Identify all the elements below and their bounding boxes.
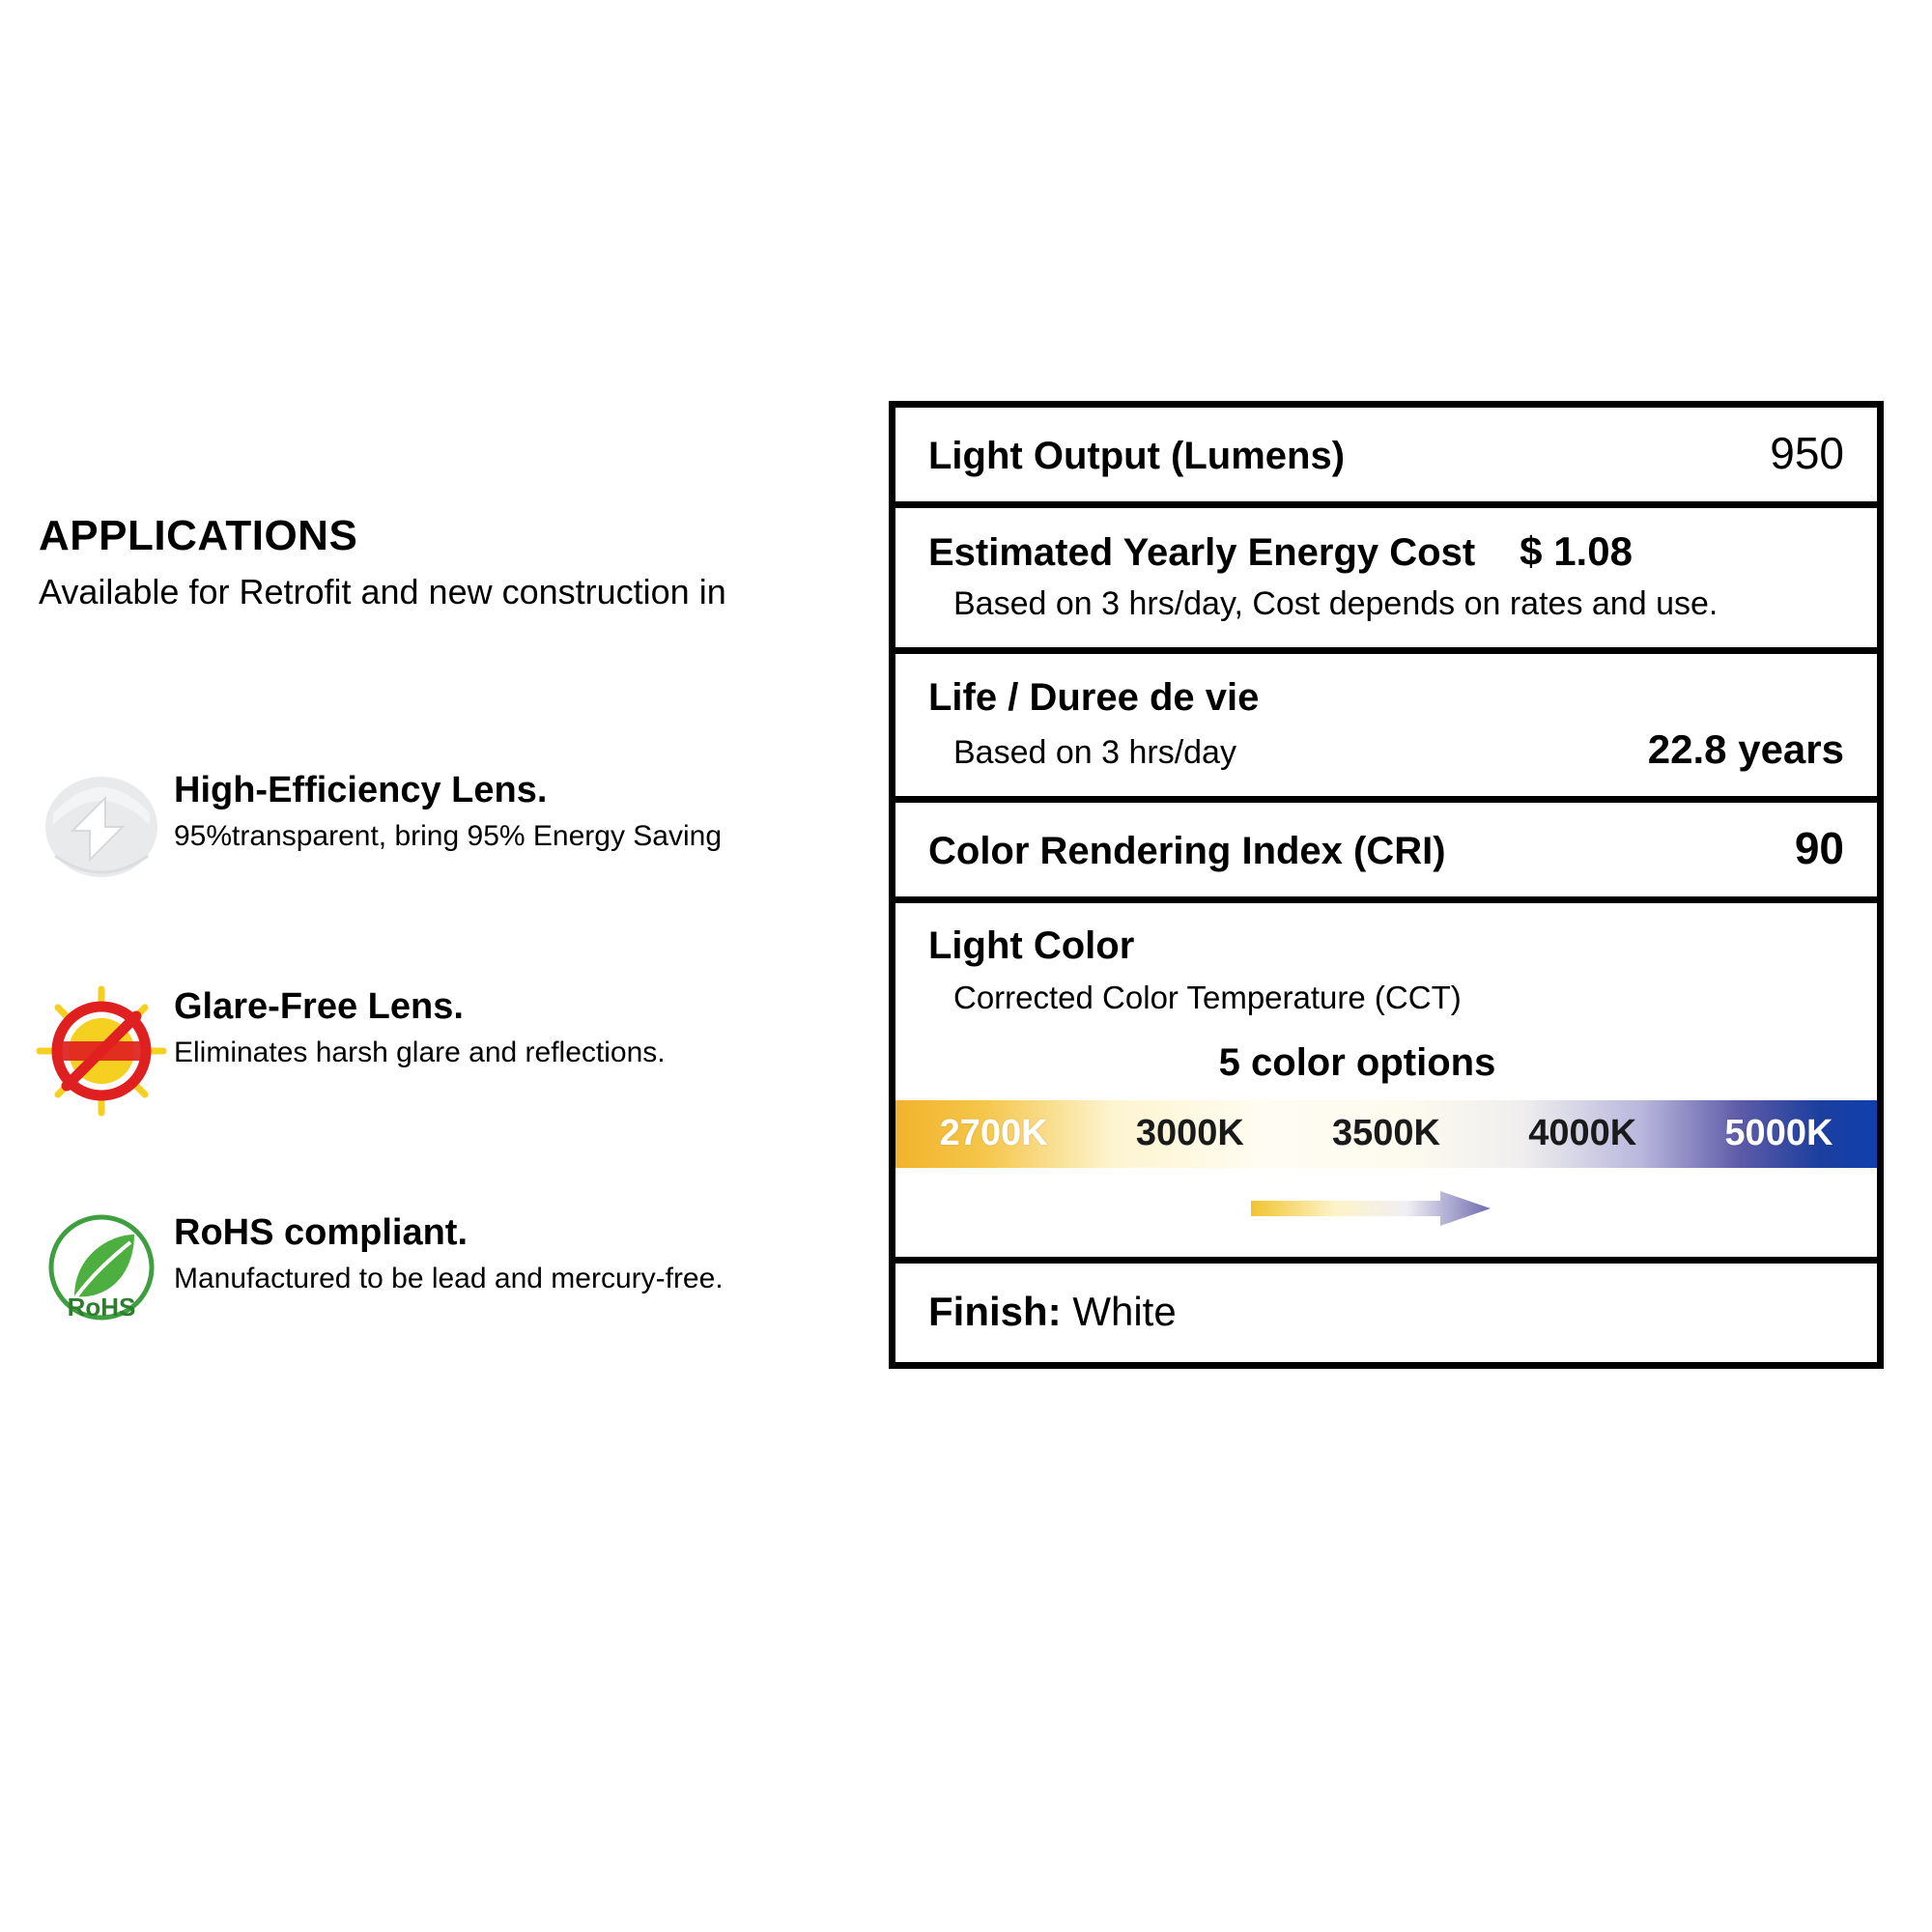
- feature-description: Manufactured to be lead and mercury-free.: [174, 1262, 724, 1294]
- cri-value: 90: [1794, 822, 1844, 873]
- light-output-value: 950: [1770, 428, 1844, 478]
- finish-label: Finish:: [928, 1288, 1062, 1334]
- color-options-label: 5 color options: [1218, 1040, 1496, 1084]
- cct-direction-arrow-icon: [928, 1189, 1844, 1228]
- table-row-light-color: [895, 903, 1877, 1264]
- table-row-energy-cost: [895, 508, 1877, 654]
- lighting-facts-table: [889, 401, 1884, 1369]
- svg-text:RoHS: RoHS: [67, 1293, 136, 1321]
- life-note: Based on 3 hrs/day: [953, 733, 1236, 771]
- life-label: Life / Duree de vie: [928, 675, 1260, 719]
- cct-option-3500k: 3500K: [1332, 1113, 1440, 1154]
- life-value: 22.8 years: [1647, 725, 1844, 772]
- cct-label: Corrected Color Temperature (CCT): [953, 979, 1462, 1015]
- energy-cost-label: Estimated Yearly Energy Cost: [928, 531, 1476, 574]
- feature-title: RoHS compliant.: [174, 1212, 469, 1253]
- table-row-life: [895, 654, 1877, 803]
- table-row-cri: [895, 803, 1877, 903]
- feature-description: Eliminates harsh glare and reflections.: [174, 1036, 666, 1068]
- cct-option-5000k: 5000K: [1724, 1113, 1833, 1154]
- energy-cost-note: Based on 3 hrs/day, Cost depends on rates and use.: [953, 585, 1719, 622]
- list-item: [29, 763, 840, 893]
- light-color-label: Light Color: [928, 923, 1135, 967]
- no-glare-sun-icon: [29, 980, 174, 1119]
- page-title: APPLICATIONS: [39, 512, 358, 559]
- cct-option-4000k: 4000K: [1528, 1113, 1637, 1154]
- cct-gradient-bar: [895, 1100, 1877, 1168]
- table-row-light-output: [895, 408, 1877, 508]
- table-row-finish: [895, 1264, 1877, 1362]
- list-item: [29, 1206, 840, 1335]
- feature-list: [29, 763, 840, 1422]
- finish-value: White: [1072, 1288, 1177, 1334]
- feature-title: Glare-Free Lens.: [174, 986, 464, 1027]
- feature-title: High-Efficiency Lens.: [174, 770, 548, 810]
- applications-section: [39, 512, 831, 613]
- list-item: [29, 980, 840, 1119]
- cct-option-3000k: 3000K: [1135, 1113, 1244, 1154]
- cri-label: Color Rendering Index (CRI): [928, 829, 1446, 872]
- feature-description: 95%transparent, bring 95% Energy Saving: [174, 819, 723, 852]
- lens-icon: [29, 763, 174, 893]
- rohs-leaf-icon: [29, 1206, 174, 1335]
- applications-subtitle: Available for Retrofit and new construction in: [39, 572, 726, 611]
- cct-option-2700k: 2700K: [939, 1113, 1048, 1154]
- light-output-label: Light Output (Lumens): [928, 435, 1346, 477]
- energy-cost-value: $ 1.08: [1520, 528, 1633, 574]
